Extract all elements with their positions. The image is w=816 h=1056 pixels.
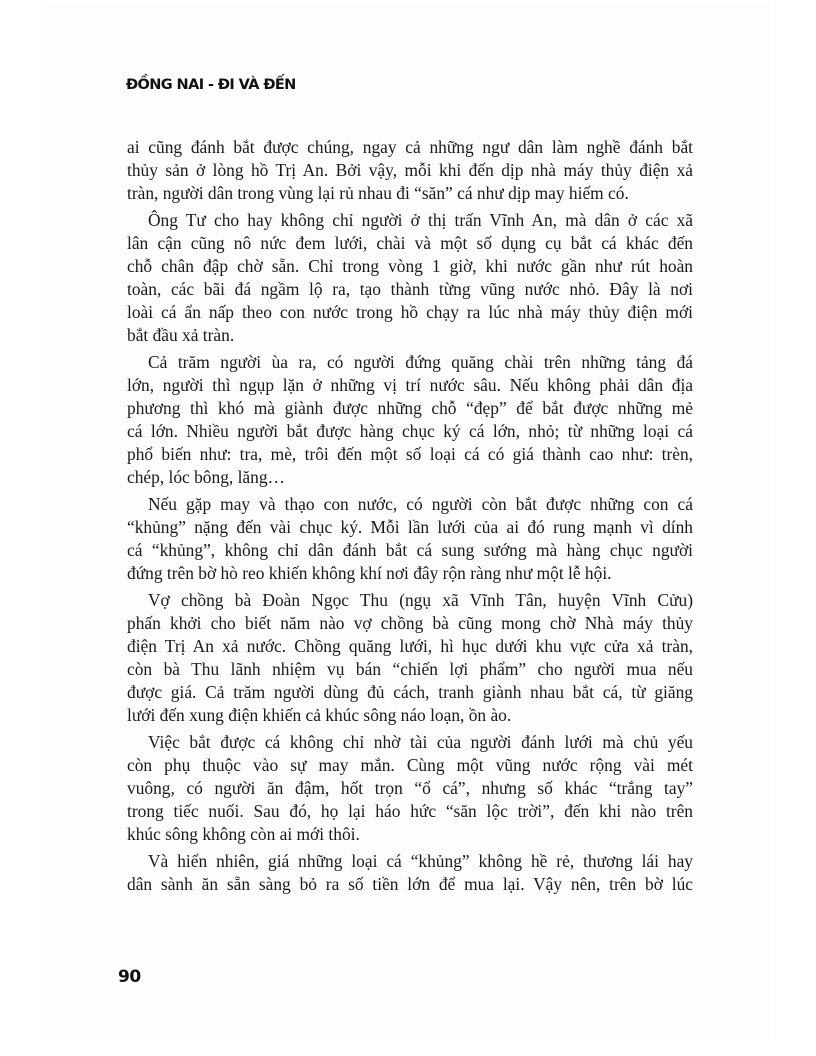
text-line: trong tiếc nuối. Sau đó, họ lại háo hức “săn lộc trời”, đến khi nào trên (127, 801, 693, 821)
text-line: thủy sản ở lòng hồ Trị An. Bởi vậy, mỗi khi đến dịp nhà máy thủy điện xả (127, 160, 693, 180)
text-line: lớn, người thì ngụp lặn ở những vị trí nước sâu. Nếu không phải dân địa (127, 375, 693, 395)
text-line: Cả trăm người ùa ra, có người đứng quăng chài trên những tảng đá (148, 352, 693, 372)
text-line: chép, lóc bông, lăng… (127, 467, 285, 487)
body-text (127, 136, 693, 900)
text-line: Ông Tư cho hay không chỉ người ở thị trấn Vĩnh An, mà dân ở các xã (148, 210, 693, 230)
text-line: cá “khủng”, không chỉ dân đánh bắt cá sung sướng mà hàng chục người (127, 540, 693, 560)
text-line: phương thì khó mà giành được những chỗ “đẹp” để bắt được những mẻ (127, 398, 693, 418)
paragraph (127, 850, 693, 896)
text-line: khúc sông không còn ai mới thôi. (127, 824, 360, 844)
paragraph (127, 209, 693, 347)
text-line: ai cũng đánh bắt được chúng, ngay cả những ngư dân làm nghề đánh bắt (127, 137, 693, 157)
running-header-title: ĐỒNG NAI - ĐI VÀ ĐẾN (126, 77, 296, 93)
text-line: Vợ chồng bà Đoàn Ngọc Thu (ngụ xã Vĩnh Tân, huyện Vĩnh Cửu) (148, 590, 693, 610)
text-line: loài cá ẩn nấp theo con nước trong hồ chạy ra lúc nhà máy thủy điện mới (127, 302, 693, 322)
text-line: dân sành ăn sẵn sàng bỏ ra số tiền lớn để mua lại. Vậy nên, trên bờ lúc (127, 874, 693, 894)
text-line: “khủng” nặng đến vài chục ký. Mỗi lần lưới của ai đó rung mạnh vì dính (127, 517, 693, 537)
text-line: còn phụ thuộc vào sự may mắn. Cùng một vũng nước rộng vài mét (127, 755, 693, 775)
text-line: Và hiển nhiên, giá những loại cá “khủng” không hề rẻ, thương lái hay (148, 851, 693, 871)
paragraph (127, 589, 693, 727)
text-line: đứng trên bờ hò reo khiến không khí nơi đây rộn ràng như một lễ hội. (127, 563, 612, 583)
text-line: tràn, người dân trong vùng lại rủ nhau đi “săn” cá như dịp may hiếm có. (127, 183, 629, 203)
text-line: chỗ chân đập chờ sẵn. Chỉ trong vòng 1 giờ, khi nước gần như rút hoàn (127, 256, 693, 276)
text-line: còn bà Thu lãnh nhiệm vụ bán “chiến lợi phẩm” cho người mua nếu (127, 659, 693, 679)
text-line: bắt đầu xả tràn. (127, 325, 235, 345)
page-number: 90 (118, 967, 141, 987)
text-line: vuông, có người ăn đậm, hốt trọn “ổ cá”, nhưng số khác “trắng tay” (127, 778, 693, 798)
text-line: phổ biến như: tra, mè, trôi đến một số loại cá có giá thành cao như: trèn, (127, 444, 693, 464)
paragraph (127, 136, 693, 205)
text-line: Việc bắt được cá không chỉ nhờ tài của người đánh lưới mà chủ yếu (148, 732, 693, 752)
paragraph (127, 731, 693, 846)
text-line: được giá. Cả trăm người dùng đủ cách, tranh giành nhau bắt cá, từ giăng (127, 682, 693, 702)
text-line: lưới đến xung điện khiến cả khúc sông náo loạn, ồn ào. (127, 705, 512, 725)
text-line: lân cận cũng nô nức đem lưới, chài và một số dụng cụ bắt cá khác đến (127, 233, 693, 253)
text-line: Nếu gặp may và thạo con nước, có người còn bắt được những con cá (148, 494, 693, 514)
paragraph (127, 351, 693, 489)
text-line: phấn khởi cho biết năm nào vợ chồng bà cũng mong chờ Nhà máy thủy (127, 613, 693, 633)
text-line: điện Trị An xả nước. Chồng quăng lưới, hì hục dưới khu vực cửa xả tràn, (127, 636, 693, 656)
text-line: toàn, các bãi đá ngầm lộ ra, tạo thành từng vũng nước nhỏ. Đây là nơi (127, 279, 693, 299)
text-line: cá lớn. Nhiều người bắt được hàng chục ký cá lớn, nhỏ; từ những loại cá (127, 421, 693, 441)
paragraph (127, 493, 693, 585)
